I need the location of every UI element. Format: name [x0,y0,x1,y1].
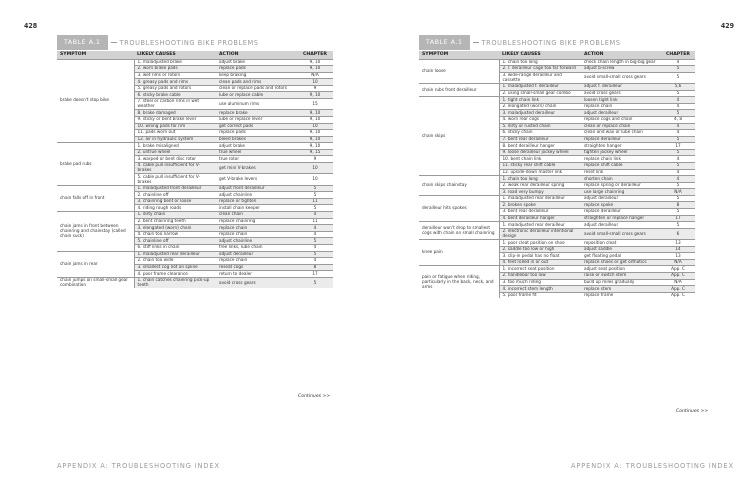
action-cell: straighten or replace hanger [581,215,661,222]
cause-cell: 3. wide-range derailleur and cassette [499,72,581,83]
action-cell: avoid cross gears [581,90,661,97]
chapter-cell: 5 [661,209,695,216]
cause-cell: 12. air in hydraulic system [134,136,216,143]
chapter-cell: 4 [297,212,333,219]
chapter-cell: 5 [661,195,695,202]
cause-cell: 1. brake misaligned [134,143,216,150]
chapter-cell: 17 [661,143,695,150]
chapter-cell: 4 [297,244,333,251]
chapter-cell: 8 [661,202,695,209]
action-cell: adjust chainline [216,192,297,199]
cause-cell: 3. bent rear derailleur [499,209,581,216]
chapter-cell: 10 [297,123,333,130]
action-cell: replace cogs and chain [581,116,661,123]
cause-cell: 2. broken spoke [499,202,581,209]
table-title-bar [57,35,259,50]
chapter-cell: N/A [297,72,333,79]
action-cell: replace chain [216,225,297,232]
chapter-cell: 4 [661,176,695,183]
cause-cell: 9. sticky or bent brake lever [134,116,216,123]
table-tag: TABLE A.1 [57,35,108,50]
running-footer: APPENDIX A: TROUBLESHOOTING INDEX [57,462,220,470]
cause-cell: 2. elongated (worn) chain [499,103,581,110]
table-row [419,240,695,247]
chapter-cell: 9 [297,85,333,92]
symptom-cell: knee pain [419,240,499,266]
action-cell: adjust f. derailleur [581,84,661,91]
chapter-cell: 4 [661,123,695,130]
cause-cell: 1. chain too long [499,59,581,66]
action-cell: replace derailleur [581,209,661,216]
cause-cell: 1. maladjusted f. derailleur [499,84,581,91]
running-footer: APPENDIX A: TROUBLESHOOTING INDEX [571,462,734,470]
cause-cell: 4. poor frame clearance [134,271,216,278]
symptom-cell: chain skips chainstay [419,176,499,196]
chapter-cell: 9, 10 [297,66,333,73]
chapter-cell: 14 [661,246,695,253]
cause-cell: 10. bent chain link [499,156,581,163]
chapter-cell: 9, 10 [297,110,333,117]
chapter-cell: 17 [297,271,333,278]
symptom-cell: derailleur won't drop to smallest cogs with chain on small chainring [419,222,499,240]
action-cell: reseat cogs [216,264,297,271]
table-row [57,212,333,219]
chapter-cell: 5 [297,192,333,199]
cause-cell: 2. using small-small gear combo [499,90,581,97]
cause-cell: 12. upside-down master link [499,169,581,176]
cause-cell: 2. chain too wide [134,258,216,265]
action-cell: replace shift cable [581,162,661,169]
chapter-cell: 4 [297,225,333,232]
chapter-cell: 8 [297,264,333,271]
cause-cell: 2. electronic derailleur intentional design [499,228,581,239]
title-divider [111,42,117,43]
header-action: ACTION [581,51,661,59]
table-row [419,176,695,183]
chapter-cell: 5,6 [661,84,695,91]
cause-cell: 11. sticky rear shift cable [499,162,581,169]
action-cell: build up miles gradually [581,279,661,286]
cause-cell: 9. loose derailleur jockey wheel [499,149,581,156]
action-cell: straighten hanger [581,143,661,150]
cause-cell: 2. bent chainring teeth [134,218,216,225]
action-cell: clean or replace pads and rotors [216,85,297,92]
chapter-cell: 5 [661,162,695,169]
symptom-cell: chain falls off in front [57,185,134,211]
cause-cell: 1. tight chain link [499,97,581,104]
action-cell: replace chain [216,231,297,238]
cause-cell: 3. smallest cog not on spline [134,264,216,271]
symptom-cell: chain jumps on small-small gear combination [57,277,134,288]
action-cell: adjust derailleur [581,110,661,117]
cause-cell: 4. bent derailleur hanger [499,215,581,222]
table-row [57,251,333,258]
symptom-cell: chain jams in front between chainring and chainstay (called chain suck) [57,212,134,251]
action-cell: bleed brakes [216,136,297,143]
cause-cell: 5. chainline off [134,238,216,245]
chapter-cell: 15 [297,98,333,109]
cause-cell: 5. greasy pads and rotors [134,85,216,92]
cause-cell: 4. worn rear cogs [499,116,581,123]
cause-cell: 3. wet rims or rotors [134,72,216,79]
cause-cell: 1. maladjusted front derailleur [134,185,216,192]
table-row [419,195,695,202]
chapter-cell: 5 [661,149,695,156]
chapter-cell: 10 [297,79,333,86]
cause-cell: 8. bent derailleur hanger [499,143,581,150]
header-symptom: SYMPTOM [419,51,499,59]
action-cell: adjust b-screw [581,66,661,73]
action-cell: replace brake [216,110,297,117]
action-cell: avoid cross gears [216,277,297,288]
header-chapter: CHAPTER [661,51,695,59]
chapter-cell: App. C [661,292,695,298]
chapter-cell: 4 [661,130,695,137]
chapter-cell: 5 [297,185,333,192]
cause-cell: 1. poor cleat position on shoe [499,240,581,247]
action-cell: replace stem [581,286,661,293]
chapter-cell: 5 [661,110,695,117]
chapter-cell: 9, 10 [297,92,333,99]
chapter-cell: 10 [297,174,333,185]
right-page [375,0,750,485]
action-cell: loosen tight link [581,97,661,104]
action-cell: install chain keeper [216,205,297,212]
action-cell: adjust saddle [581,246,661,253]
cause-cell: 3. chainring bent or loose [134,198,216,205]
symptom-cell: chain rubs front derailleur [419,84,499,97]
cause-cell: 4. incorrect stem length [499,286,581,293]
chapter-cell: 9, 15 [297,149,333,156]
action-cell: replace frame [581,292,661,298]
chapter-cell: App. C [661,266,695,273]
chapter-cell: 4, 8 [661,116,695,123]
cause-cell: 1. chain catches chainring pick-up teeth [134,277,216,288]
cause-cell: 4. greasy pads and rims [134,79,216,86]
chapter-cell: 5 [661,182,695,189]
cause-cell: 3. too much riding [499,279,581,286]
action-cell: adjust front derailleur [216,185,297,192]
chapter-cell: 13 [661,240,695,247]
cause-cell: 2. worn brake pads [134,66,216,73]
cause-cell: 3. clip-in pedal has no float [499,253,581,260]
page-number: 428 [24,22,38,30]
chapter-cell: 5 [297,251,333,258]
cause-cell: 2. chainline off [134,192,216,199]
chapter-cell: 5 [661,72,695,83]
table-title: TROUBLESHOOTING BIKE PROBLEMS [119,38,259,47]
continues-note: Continues >> [676,409,709,414]
symptom-cell: derailleur hits spokes [419,195,499,221]
chapter-cell: 11 [297,218,333,225]
action-cell: get floating pedal [581,253,661,260]
header-symptom: SYMPTOM [57,51,134,59]
symptom-cell: chain loose [419,59,499,84]
action-cell: replace derailleur [581,136,661,143]
cause-cell: 7. bent rear derailleur [499,136,581,143]
table-row [57,185,333,192]
action-cell: replace pads [216,130,297,137]
cause-cell: 5. cable pull insufficient for V-brakes [134,174,216,185]
table-row [419,84,695,91]
chapter-cell: 4 [661,103,695,110]
action-cell: clean or replace chain [581,123,661,130]
chapter-cell: 9, 10 [297,136,333,143]
header-chapter: CHAPTER [297,51,333,59]
action-cell: replace shoes or get orthotics [581,259,661,266]
action-cell: adjust derailleur [581,222,661,229]
cause-cell: 5. dirty or rusted chain [499,123,581,130]
action-cell: lube or replace cable [216,92,297,99]
chapter-cell: 5 [661,90,695,97]
cause-cell: 6. stiff links in chain [134,244,216,251]
cause-cell: 4. cable pull insufficient for V-brakes [134,162,216,173]
action-cell: avoid small-small cross gears [581,228,661,239]
header-action: ACTION [216,51,297,59]
action-cell: adjust chainline [216,238,297,245]
cause-cell: 3. road very bumpy [499,189,581,196]
chapter-cell: 4 [661,156,695,163]
action-cell: replace or tighten [216,198,297,205]
cause-cell: 1. maladjusted rear derailleur [134,251,216,258]
chapter-cell: 9, 10 [297,59,333,66]
cause-cell: 10. wrong pads for rim [134,123,216,130]
chapter-cell: 11 [297,198,333,205]
chapter-cell: 4 [661,97,695,104]
action-cell: replace chain link [581,156,661,163]
action-cell: adjust brake [216,143,297,150]
chapter-cell: 9, 10 [297,130,333,137]
table-row [57,59,333,66]
header-likely-causes: LIKELY CAUSES [134,51,216,59]
symptom-cell: brake doesn't stop bike [57,59,134,143]
table-row [419,222,695,229]
chapter-cell: 4 [661,169,695,176]
table-row [419,97,695,104]
action-cell: lube or replace lever [216,116,297,123]
chapter-cell: 5 [661,136,695,143]
table-tag: TABLE A.1 [419,35,470,50]
cause-cell: 4. chain too narrow [134,231,216,238]
cause-cell: 1. maladjusted brake [134,59,216,66]
header-likely-causes: LIKELY CAUSES [499,51,581,59]
action-cell: replace spoke [581,202,661,209]
chapter-cell: 10 [297,162,333,173]
chapter-cell: 13 [661,253,695,260]
cause-cell: 3. warped or bent disc rotor [134,156,216,163]
action-cell: replace spring or derailleur [581,182,661,189]
chapter-cell: N/A [661,259,695,266]
cause-cell: 3. elongated (worn) chain [134,225,216,232]
action-cell: shorten chain [581,176,661,183]
action-cell: tighten jockey wheel [581,149,661,156]
table-row [57,277,333,288]
cause-cell: 1. chain too long [499,176,581,183]
chapter-cell: App. C [661,273,695,280]
table-header-row [419,51,695,59]
chapter-cell: 9 [297,156,333,163]
chapter-cell: 4 [297,231,333,238]
troubleshooting-table [419,51,695,298]
cause-cell: 1. dirty chain [134,212,216,219]
page-number: 429 [720,22,734,30]
chapter-cell: 9, 10 [297,143,333,150]
symptom-cell: chain jams in rear [57,251,134,277]
symptom-cell: chain skips [419,97,499,176]
troubleshooting-table [57,51,333,288]
chapter-cell: 5 [297,277,333,288]
cause-cell: 2. weak rear derailleur spring [499,182,581,189]
action-cell: reposition cleat [581,240,661,247]
action-cell: adjust derailleur [216,251,297,258]
cause-cell: 1. incorrect seat position [499,266,581,273]
action-cell: keep braking [216,72,297,79]
action-cell: reset link [581,169,661,176]
table-row [419,59,695,66]
action-cell: free links, lube chain [216,244,297,251]
action-cell: true rotor [216,156,297,163]
chapter-cell: 5 [297,205,333,212]
action-cell: replace pads [216,66,297,73]
action-cell: get correct pads [216,123,297,130]
action-cell: use aluminum rims [216,98,297,109]
table-row [419,266,695,273]
cause-cell: 2. saddle too low or high [499,246,581,253]
symptom-cell: brake pad rubs [57,143,134,185]
action-cell: check chain length in big-big gear [581,59,661,66]
action-cell: replace chain [216,258,297,265]
cause-cell: 6. sticky brake cable [134,92,216,99]
table-title-bar [419,35,621,50]
cause-cell: 11. pads worn out [134,130,216,137]
cause-cell: 2. r. derailleur cage too far forward [499,66,581,73]
action-cell: use large chainring [581,189,661,196]
cause-cell: 7. steel or carbon rims in wet weather [134,98,216,109]
cause-cell: 1. maladjusted rear derailleur [499,222,581,229]
cause-cell: 8. brake damaged [134,110,216,117]
cause-cell: 4. riding rough roads [134,205,216,212]
symptom-cell: pain or fatigue when riding, particularly in the back, neck, and arms [419,266,499,298]
chapter-cell: 5 [297,238,333,245]
action-cell: avoid small-small cross gears [581,72,661,83]
action-cell: get mini V-brakes [216,162,297,173]
action-cell: get V-brake levers [216,174,297,185]
chapter-cell: 9, 10 [297,116,333,123]
cause-cell: 3. maladjusted derailleur [499,110,581,117]
action-cell: replace chain [581,103,661,110]
table-header-row [57,51,333,59]
cause-cell: 2. handlebar too low [499,273,581,280]
chapter-cell: N/A [661,279,695,286]
action-cell: adjust derailleur [581,195,661,202]
continues-note: Continues >> [298,394,331,399]
chapter-cell: N/A [661,189,695,196]
action-cell: clean pads and rims [216,79,297,86]
action-cell: clean and wax or lube chain [581,130,661,137]
chapter-cell: 5 [661,66,695,73]
chapter-cell: 17 [661,215,695,222]
chapter-cell: 4 [661,59,695,66]
cause-cell: 5. poor frame fit [499,292,581,298]
title-divider [473,42,479,43]
action-cell: raise or switch stem [581,273,661,280]
action-cell: replace chainring [216,218,297,225]
chapter-cell: 5 [661,222,695,229]
table-row [57,143,333,150]
table-title: TROUBLESHOOTING BIKE PROBLEMS [481,38,621,47]
action-cell: adjust brake [216,59,297,66]
chapter-cell: App. C [661,286,695,293]
chapter-cell: 6 [661,228,695,239]
cause-cell: 4. feet rolled in or out [499,259,581,266]
cause-cell: 6. sticky chain [499,130,581,137]
chapter-cell: 4 [297,258,333,265]
action-cell: true wheel [216,149,297,156]
cause-cell: 2. untrue wheel [134,149,216,156]
action-cell: clean chain [216,212,297,219]
cause-cell: 1. maladjusted rear derailleur [499,195,581,202]
action-cell: return to dealer [216,271,297,278]
action-cell: adjust seat position [581,266,661,273]
